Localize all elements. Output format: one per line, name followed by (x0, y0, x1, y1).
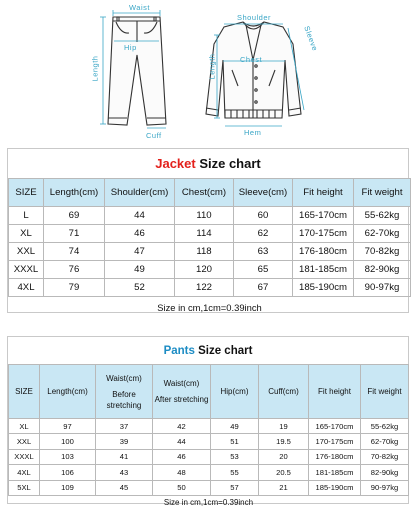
pants-cuff-label: Cuff (146, 131, 162, 140)
jacket-hem-label: Hem (244, 128, 262, 137)
jacket-table-cell: 74 (44, 243, 105, 261)
pants-table-cell: 100 (40, 434, 96, 449)
jacket-table-cell: 71 (44, 225, 105, 243)
pants-title-accent: Pants (163, 344, 195, 357)
jacket-chest-label: Chest (240, 55, 263, 64)
pants-header-cell (153, 365, 211, 419)
pants-table-cell: 181-185cm (309, 465, 361, 480)
pants-table-cell: 55 (211, 465, 259, 480)
jacket-table-cell: 70-82kg (354, 243, 411, 261)
jacket-table-cell: 122 (175, 279, 234, 297)
pants-size-chart (7, 336, 409, 508)
pants-table-cell: 4XL (9, 465, 40, 480)
pants-table-cell: 49 (211, 419, 259, 434)
pants-header-waist-after-sub: After stretching (154, 395, 209, 404)
pants-table-cell: XXL (9, 434, 40, 449)
pants-table-cell: 5XL (9, 480, 40, 495)
pants-header-cell: SIZE (9, 365, 40, 419)
jacket-table (8, 178, 411, 319)
jacket-header-cell: Length(cm) (44, 179, 105, 207)
pants-table-cell: 109 (40, 480, 96, 495)
pants-table-cell: 185-190cm (309, 480, 361, 495)
pants-table-cell: 170-175cm (309, 434, 361, 449)
jacket-table-cell: XL (9, 225, 44, 243)
jacket-table-cell: 79 (44, 279, 105, 297)
pants-table-cell: 90-97kg (361, 480, 409, 495)
pants-table-cell: 165-170cm (309, 419, 361, 434)
pants-header-cell: Cuff(cm) (259, 365, 309, 419)
pants-table-cell: 97 (40, 419, 96, 434)
pants-table-cell: 55-62kg (361, 419, 409, 434)
pants-drawing (108, 17, 166, 125)
pants-header-waist-after: Waist(cm) (163, 379, 200, 388)
pants-table-cell: 57 (211, 480, 259, 495)
pants-table-cell: 45 (96, 480, 153, 495)
pants-table-cell: 106 (40, 465, 96, 480)
pants-header-waist-before-sub: Before stretching (106, 389, 142, 410)
pants-table (8, 364, 409, 509)
jacket-header-row (9, 179, 411, 207)
jacket-table-row (9, 225, 411, 243)
jacket-footnote: Size in cm,1cm=0.39inch (157, 302, 262, 314)
jacket-size-chart (7, 148, 409, 313)
pants-table-cell: 39 (96, 434, 153, 449)
jacket-table-cell: 4XL (9, 279, 44, 297)
pants-table-cell: 46 (153, 449, 211, 464)
pants-table-cell: XXXL (9, 449, 40, 464)
pants-table-cell: 19 (259, 419, 309, 434)
jacket-title-accent: Jacket (155, 156, 196, 171)
pants-table-cell: 20 (259, 449, 309, 464)
pants-length-label: Length (90, 55, 100, 82)
pants-table-cell: 51 (211, 434, 259, 449)
jacket-table-cell: 65 (234, 261, 293, 279)
pants-table-cell: 21 (259, 480, 309, 495)
jacket-table-cell: 165-170cm (293, 207, 354, 225)
pants-table-cell: 53 (211, 449, 259, 464)
pants-table-cell: 48 (153, 465, 211, 480)
pants-header-cell: Fit height (309, 365, 361, 419)
jacket-header-cell: SIZE (9, 179, 44, 207)
jacket-table-cell: 185-190cm (293, 279, 354, 297)
jacket-table-cell: 181-185cm (293, 261, 354, 279)
jacket-table-cell: L (9, 207, 44, 225)
jacket-table-cell: 44 (105, 207, 175, 225)
pants-footnote: Size in cm,1cm=0.39inch (163, 498, 254, 508)
pants-header-waist-before: Waist(cm) (106, 373, 142, 383)
pants-table-cell: 176-180cm (309, 449, 361, 464)
jacket-table-cell: 49 (105, 261, 175, 279)
jacket-table-cell: 114 (175, 225, 234, 243)
jacket-table-cell: 176-180cm (293, 243, 354, 261)
jacket-footnote-row (9, 297, 411, 319)
pants-title-rest: Size chart (194, 344, 253, 357)
jacket-table-cell: 67 (234, 279, 293, 297)
jacket-table-cell: 52 (105, 279, 175, 297)
pants-table-cell: 19.5 (259, 434, 309, 449)
jacket-table-row (9, 279, 411, 297)
jacket-table-cell: 82-90kg (354, 261, 411, 279)
pants-table-cell: 41 (96, 449, 153, 464)
jacket-table-cell: 120 (175, 261, 234, 279)
pants-table-cell: 82-90kg (361, 465, 409, 480)
jacket-header-cell: Chest(cm) (175, 179, 234, 207)
pants-table-cell: 103 (40, 449, 96, 464)
jacket-table-cell: 110 (175, 207, 234, 225)
jacket-table-cell: 118 (175, 243, 234, 261)
pants-header-cell: Fit weight (361, 365, 409, 419)
pants-table-row (9, 480, 409, 495)
jacket-table-cell: 46 (105, 225, 175, 243)
jacket-drawing (206, 22, 301, 118)
pants-table-cell: 44 (153, 434, 211, 449)
pants-waist-label: Waist (129, 3, 150, 12)
pants-table-cell: 20.5 (259, 465, 309, 480)
jacket-table-cell: 62-70kg (354, 225, 411, 243)
jacket-table-cell: 76 (44, 261, 105, 279)
jacket-table-row (9, 261, 411, 279)
pants-table-cell: 70-82kg (361, 449, 409, 464)
jacket-table-cell: 90-97kg (354, 279, 411, 297)
garment-illustration (0, 0, 416, 148)
jacket-table-cell: 60 (234, 207, 293, 225)
pants-header-cell: Length(cm) (40, 365, 96, 419)
pants-table-cell: XL (9, 419, 40, 434)
pants-hip-label: Hip (124, 43, 137, 52)
jacket-length-label: Length (207, 53, 217, 80)
jacket-table-cell: 62 (234, 225, 293, 243)
pants-header-cell: Hip(cm) (211, 365, 259, 419)
jacket-title-rest: Size chart (195, 156, 261, 171)
pants-table-cell: 42 (153, 419, 211, 434)
pants-table-cell: 43 (96, 465, 153, 480)
pants-table-row (9, 465, 409, 480)
jacket-header-cell: Sleeve(cm) (234, 179, 293, 207)
jacket-header-cell: Fit weight (354, 179, 411, 207)
jacket-table-cell: XXXL (9, 261, 44, 279)
pants-table-cell: 62-70kg (361, 434, 409, 449)
jacket-header-cell: Shoulder(cm) (105, 179, 175, 207)
pants-header-cell (96, 365, 153, 419)
pants-chart-title (8, 337, 408, 364)
pants-footnote-row (9, 495, 409, 509)
pants-table-cell: 37 (96, 419, 153, 434)
pants-table-cell: 50 (153, 480, 211, 495)
jacket-table-cell: 69 (44, 207, 105, 225)
pants-table-row (9, 449, 409, 464)
jacket-table-cell: 63 (234, 243, 293, 261)
jacket-sleeve-label: Sleeve (302, 24, 320, 53)
pants-table-row (9, 419, 409, 434)
pants-header-row (9, 365, 409, 419)
jacket-table-cell: 47 (105, 243, 175, 261)
pants-table-row (9, 434, 409, 449)
jacket-chart-title (8, 149, 408, 178)
jacket-table-cell: XXL (9, 243, 44, 261)
jacket-table-cell: 170-175cm (293, 225, 354, 243)
jacket-header-cell: Fit height (293, 179, 354, 207)
jacket-table-row (9, 243, 411, 261)
jacket-table-row (9, 207, 411, 225)
jacket-shoulder-label: Shoulder (237, 13, 272, 22)
jacket-table-cell: 55-62kg (354, 207, 411, 225)
